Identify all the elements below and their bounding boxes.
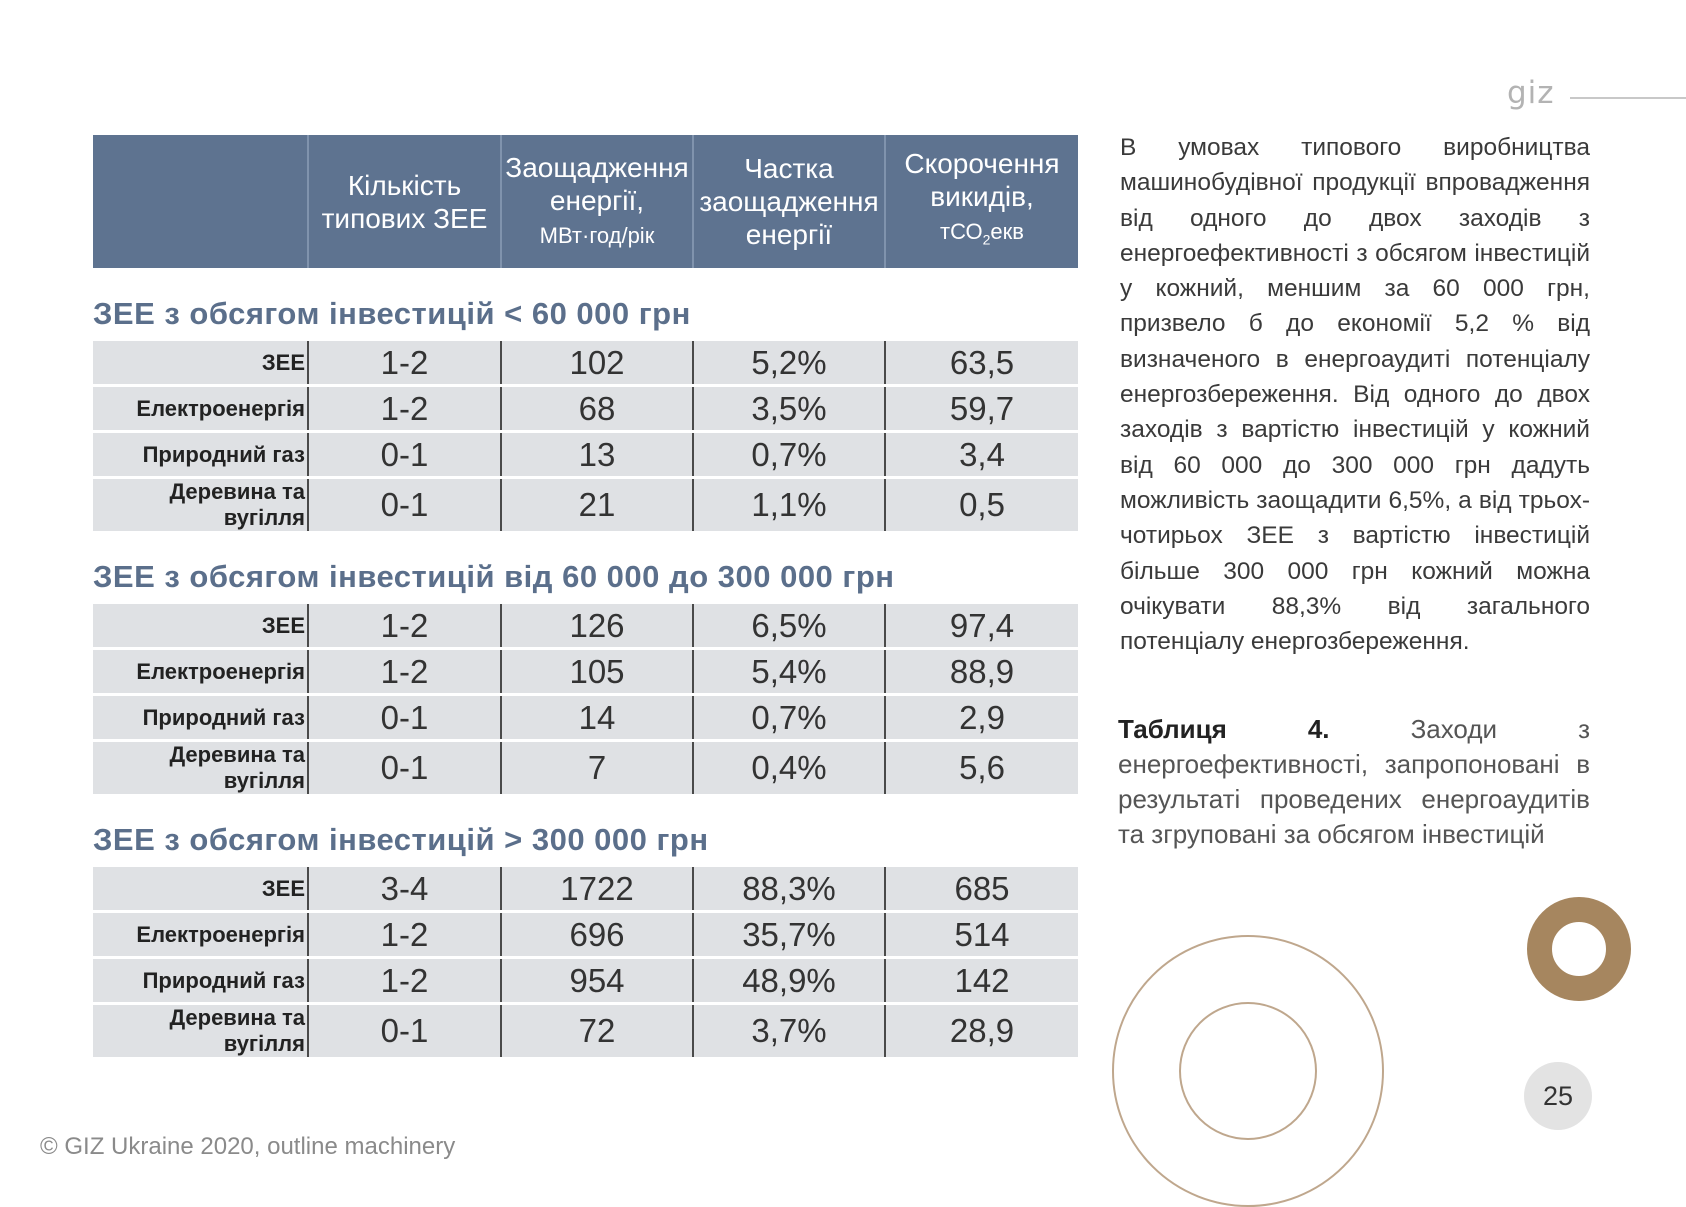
table-cell: 0-1 <box>308 1004 501 1058</box>
table-cell: 0,7% <box>693 695 885 741</box>
section-title: ЗЕЕ з обсягом інвестицій від 60 000 до 300 000 грн <box>93 531 1078 603</box>
header-cell-share <box>693 135 885 268</box>
table-row <box>93 603 1078 649</box>
table-cell: 105 <box>501 649 693 695</box>
table-cell: 3,4 <box>885 432 1078 478</box>
row-label: ЗЕЕ <box>93 340 308 386</box>
table-cell: 142 <box>885 958 1078 1004</box>
table-cell: 6,5% <box>693 603 885 649</box>
row-label: ЗЕЕ <box>93 866 308 912</box>
table-row <box>93 478 1078 532</box>
table-row <box>93 958 1078 1004</box>
table-cell: 48,9% <box>693 958 885 1004</box>
decorative-small-circle <box>1179 1002 1317 1140</box>
table-cell: 63,5 <box>885 340 1078 386</box>
page-number: 25 <box>1524 1062 1592 1130</box>
table-cell: 102 <box>501 340 693 386</box>
header-savings-text: Заощадження енергії, <box>505 152 689 216</box>
header-share-text: Частка заощадження енергії <box>699 153 879 250</box>
table-cell: 21 <box>501 478 693 532</box>
table-cell: 14 <box>501 695 693 741</box>
table-row <box>93 340 1078 386</box>
section-title: ЗЕЕ з обсягом інвестицій < 60 000 грн <box>93 268 1078 340</box>
table-cell: 0,7% <box>693 432 885 478</box>
table-cell: 2,9 <box>885 695 1078 741</box>
row-label: Природний газ <box>93 432 308 478</box>
unit-suffix: екв <box>990 218 1024 244</box>
table-cell: 1722 <box>501 866 693 912</box>
row-label: Природний газ <box>93 958 308 1004</box>
header-emissions-text: Скорочення викидів, <box>904 147 1060 212</box>
table-row <box>93 741 1078 795</box>
unit-prefix: тСО <box>940 218 983 244</box>
header-cell-emissions <box>885 135 1078 268</box>
header-savings-unit: МВт·год/рік <box>539 223 655 248</box>
table-cell: 13 <box>501 432 693 478</box>
caption-text: Заходи з енергоефективності, запропоновані в результаті проведених енергоаудитів та згруповані за обсягом інвестицій <box>1118 714 1590 849</box>
section-title-row <box>93 268 1078 340</box>
header-cell-count <box>308 135 501 268</box>
table-cell: 68 <box>501 386 693 432</box>
copyright-footer: © GIZ Ukraine 2020, outline machinery <box>40 1133 456 1160</box>
table-cell: 0-1 <box>308 432 501 478</box>
header-count-text: Кількість типових ЗЕЕ <box>321 169 488 234</box>
table-cell: 28,9 <box>885 1004 1078 1058</box>
table-cell: 5,2% <box>693 340 885 386</box>
investment-measures-table <box>93 135 1078 1057</box>
header-emissions-unit <box>940 218 1024 248</box>
table-cell: 0,4% <box>693 741 885 795</box>
table-cell: 514 <box>885 912 1078 958</box>
table-cell: 72 <box>501 1004 693 1058</box>
table-cell: 1-2 <box>308 958 501 1004</box>
table-cell: 5,6 <box>885 741 1078 795</box>
table-caption <box>1118 712 1590 852</box>
section-title-row <box>93 531 1078 603</box>
header-cell-label <box>93 135 308 268</box>
logo-divider-line <box>1570 97 1686 99</box>
table-cell: 1-2 <box>308 386 501 432</box>
table-cell: 1-2 <box>308 912 501 958</box>
table-cell: 88,3% <box>693 866 885 912</box>
table-row <box>93 386 1078 432</box>
table-cell: 954 <box>501 958 693 1004</box>
table-cell: 3,5% <box>693 386 885 432</box>
table-cell: 126 <box>501 603 693 649</box>
row-label: Деревина та вугілля <box>93 741 308 795</box>
table-cell: 5,4% <box>693 649 885 695</box>
table-cell: 1,1% <box>693 478 885 532</box>
table-cell: 0-1 <box>308 478 501 532</box>
table-cell: 35,7% <box>693 912 885 958</box>
section-title-row <box>93 794 1078 866</box>
decorative-brown-ring <box>1527 897 1631 1001</box>
table-row <box>93 649 1078 695</box>
table-cell: 0,5 <box>885 478 1078 532</box>
row-label: Природний газ <box>93 695 308 741</box>
caption-label: Таблиця 4. <box>1118 714 1330 744</box>
row-label: ЗЕЕ <box>93 603 308 649</box>
table-cell: 88,9 <box>885 649 1078 695</box>
table-row <box>93 866 1078 912</box>
table-cell: 696 <box>501 912 693 958</box>
row-label: Електроенергія <box>93 912 308 958</box>
row-label: Деревина та вугілля <box>93 1004 308 1058</box>
row-label: Електроенергія <box>93 649 308 695</box>
table-cell: 0-1 <box>308 741 501 795</box>
unit-subscript: 2 <box>982 231 991 248</box>
table-cell: 1-2 <box>308 649 501 695</box>
table-row <box>93 695 1078 741</box>
table-cell: 1-2 <box>308 603 501 649</box>
table-cell: 0-1 <box>308 695 501 741</box>
table-row <box>93 1004 1078 1058</box>
table-cell: 59,7 <box>885 386 1078 432</box>
table-cell: 685 <box>885 866 1078 912</box>
table-cell: 7 <box>501 741 693 795</box>
row-label: Деревина та вугілля <box>93 478 308 532</box>
body-paragraph: В умовах типового виробництва машинобудівної продукції впровадження від одного до двох заходів з енергоефективності з обсягом інвестицій у кожний, меншим за 60 000 грн, призвело б до економії 5,2 % від визначеного в енергоаудиті потенціалу енергозбереження. Від одного до двох заходів з вартістю інвестицій у кожний від 60 000 до 300 000 грн дадуть можливість заощадити 6,5%, а від трьох-чотирьох ЗЕЕ з вартістю інвестицій більше 300 000 грн кожний можна очікувати 88,3% від загального потенціалу енергозбереження. <box>1120 134 1590 656</box>
table-cell: 3,7% <box>693 1004 885 1058</box>
table-cell: 3-4 <box>308 866 501 912</box>
table-cell: 1-2 <box>308 340 501 386</box>
table-cell: 97,4 <box>885 603 1078 649</box>
row-label: Електроенергія <box>93 386 308 432</box>
giz-logo: giz <box>1507 75 1555 111</box>
table-row <box>93 912 1078 958</box>
header-cell-savings <box>501 135 693 268</box>
table-header-row <box>93 135 1078 268</box>
section-title: ЗЕЕ з обсягом інвестицій > 300 000 грн <box>93 794 1078 866</box>
table-row <box>93 432 1078 478</box>
